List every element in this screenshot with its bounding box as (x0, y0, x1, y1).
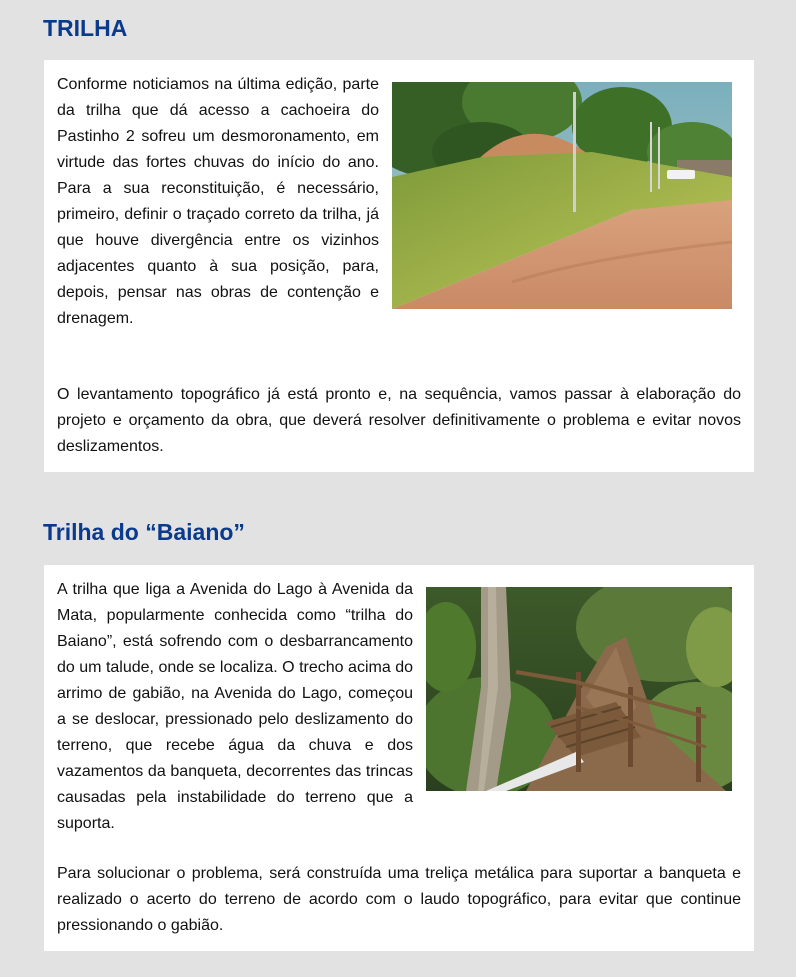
photo-trilha-do-baiano (426, 587, 732, 791)
photo-trilha-talude (392, 82, 732, 309)
paragraph-trilha-2: O levantamento topográfico já está pronto e, na sequência, vamos passar à elaboração do projeto e orçamento da obra, que deverá resolver definitivamente o problema e evitar novos deslizamentos. (57, 386, 741, 455)
article-card-trilha (44, 60, 754, 472)
photo-trilha-graphic (392, 82, 732, 309)
section-title-trilha-do-baiano: Trilha do “Baiano” (43, 519, 245, 545)
paragraph-trilha-1: Conforme noticiamos na última edição, parte da trilha que dá acesso a cachoeira do Pastinho 2 sofreu um desmoronamento, em virtude das fortes chuvas do início do ano. Para a sua reconstituição, é necessário, primeiro, definir o traçado correto da trilha, já que houve divergência entre os vizinhos adjacentes quanto à sua posição, para, depois, pensar nas obras de contenção e drenagem. (57, 76, 379, 327)
article-card-trilha-do-baiano (44, 565, 754, 951)
paragraph-baiano-2: Para solucionar o problema, será construída uma treliça metálica para suportar a banqueta e realizado o acerto do terreno de acordo com o laudo topográfico, para evitar que continue pressionando o gabião. (57, 865, 741, 934)
photo-baiano-graphic (426, 587, 732, 791)
section-title-trilha: TRILHA (43, 15, 128, 41)
paragraph-baiano-1: A trilha que liga a Avenida do Lago à Avenida da Mata, popularmente conhecida como “trilha do Baiano”, está sofrendo com o desbarrancamento do um talude, onde se localiza. O trecho acima do arrimo de gabião, na Avenida do Lago, começou a se deslocar, pressionado pelo deslizamento do terreno, que recebe água da chuva e dos vazamentos da banqueta, decorrentes das trincas causadas pela instabilidade do terreno que a suporta. (57, 581, 413, 832)
